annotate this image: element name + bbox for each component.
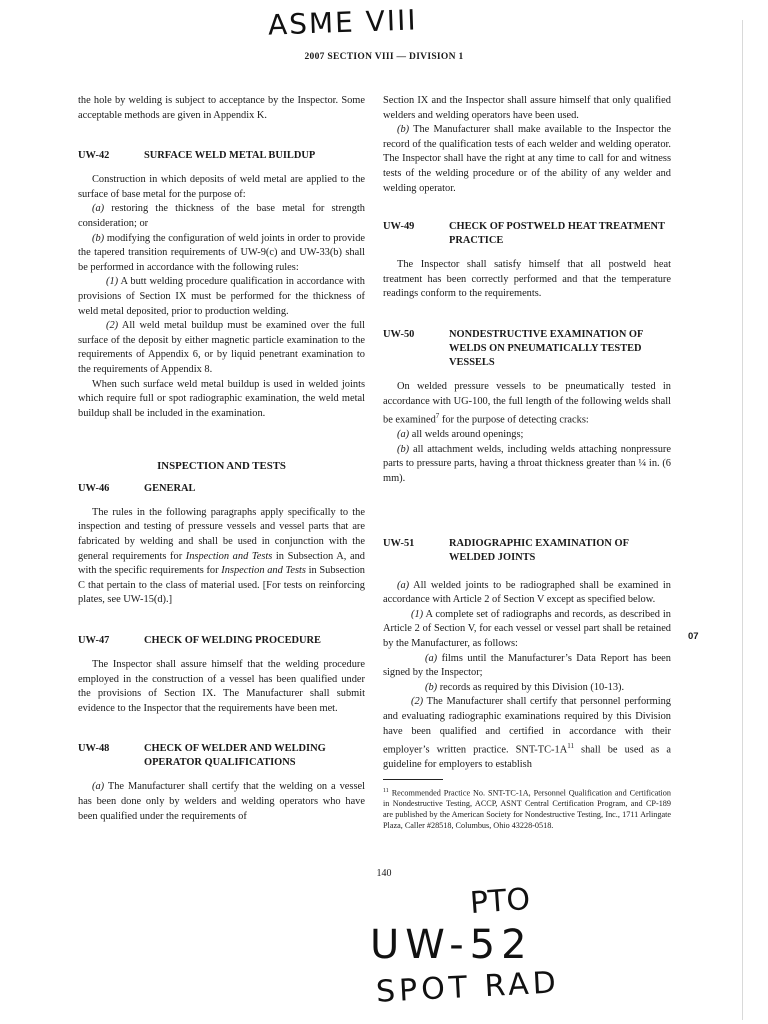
- text: in Subsection A, and with the specific requirements for: [78, 550, 365, 577]
- item-text: All welded joints to be radiographed shall be examined in accordance with Article 2 of Section V except as specified below.: [383, 579, 671, 606]
- section-number: UW-49: [383, 221, 415, 233]
- text: The rules in the following paragraphs apply specifically to the inspection and testing of pressure vessels and vessel parts that are fabricated by welding and shall be used in conjunction with the general requirements for: [78, 506, 365, 562]
- item-text: films until the Manufacturer’s Data Report has been signed by the Inspector;: [383, 652, 671, 679]
- handwritten-note-uw52: UW-52: [370, 922, 533, 968]
- section-number: UW-47: [78, 635, 110, 647]
- handwritten-title-text: ASME VIII: [267, 3, 419, 42]
- section-number: UW-50: [383, 328, 415, 340]
- item-label: (b): [397, 124, 410, 136]
- paragraph: When such surface weld metal buildup is used in welded joints which require full or spot radiographic examination, the weld metal buildup shall be included in the examination.: [78, 378, 365, 419]
- section-title: RADIOGRAPHIC EXAMINATION OF WELDED JOINTS: [449, 537, 629, 563]
- paragraph: [78, 275, 365, 319]
- paragraph: [383, 608, 671, 652]
- paragraph: [383, 443, 671, 487]
- item-text: all welds around openings;: [409, 429, 524, 441]
- paragraph: [78, 202, 365, 231]
- section-title: SURFACE WELD METAL BUILDUP: [144, 150, 316, 162]
- footnote-ref: 11: [567, 742, 574, 751]
- paragraph: [383, 681, 671, 696]
- italic-text: Inspection and Tests: [185, 550, 273, 562]
- item-label: (b): [425, 681, 438, 693]
- item-text: The Manufacturer shall certify that personnel performing and evaluating radiographic examinations required by this Division have been qualified and certified in accordance with their employer’s written practice. SNT-TC-1A: [383, 696, 671, 756]
- paragraph: The Inspector shall assure himself that the welding procedure employed in the construction of a vessel has been qualified under the provisions of Section IX. The Manufacturer shall submit evidence to the Inspector that the requirements have been met.: [78, 659, 365, 714]
- paragraph: [78, 506, 365, 608]
- text: On welded pressure vessels to be pneumatically tested in accordance with UG-100, the full length of the following welds shall be examined: [383, 380, 671, 426]
- part-heading: INSPECTION AND TESTS: [157, 460, 286, 473]
- margin-revision-note: 07: [688, 631, 699, 642]
- item-label: (2): [106, 320, 119, 332]
- item-label: (a): [92, 203, 105, 215]
- section-title: CHECK OF WELDING PROCEDURE: [144, 635, 321, 647]
- text: for the purpose of detecting cracks:: [439, 414, 589, 426]
- handwritten-note-pto: PTO: [468, 881, 532, 922]
- paragraph: [78, 232, 365, 276]
- paragraph: Section IX and the Inspector shall assure himself that only qualified welders and welding operators have been used.: [383, 95, 671, 121]
- intro-paragraph: the hole by welding is subject to acceptance by the Inspector. Some acceptable methods are given in Appendix K.: [78, 95, 365, 121]
- item-text: restoring the thickness of the base metal for strength consideration; or: [78, 203, 365, 229]
- section-title: CHECK OF WELDER AND WELDING OPERATOR QUALIFICATIONS: [144, 743, 326, 769]
- item-label: (a): [397, 579, 410, 591]
- paragraph: [383, 428, 671, 443]
- footnote-ref: 7: [435, 412, 440, 421]
- right-column: [383, 94, 671, 831]
- item-text: A butt welding procedure qualification in accordance with provisions of Section IX must be performed for the thickness of weld metal deposited, prior to production welding.: [78, 276, 365, 317]
- item-text: A complete set of radiographs and records, as described in Article 2 of Section V, for each vessel or vessel part shall be retained by the Manufacturer, as follows:: [383, 608, 671, 649]
- item-label: (1): [411, 608, 424, 620]
- section-number: UW-48: [78, 743, 110, 755]
- item-text: shall be used as a guideline for employers to establish: [383, 744, 672, 771]
- paragraph: Construction in which deposits of weld metal are applied to the surface of base metal for the purpose of:: [78, 174, 365, 200]
- section-heading-uw42: [78, 149, 365, 163]
- item-label: (1): [106, 276, 119, 288]
- section-title: CHECK OF POSTWELD HEAT TREATMENT PRACTICE: [449, 221, 665, 247]
- section-heading-uw49: [383, 220, 671, 248]
- paragraph: [383, 380, 671, 428]
- item-text: modifying the configuration of weld joints in order to provide the tapered transition requirements of UW-9(c) and UW-33(b) shall be performed in accordance with the following rules:: [78, 232, 365, 273]
- section-heading-uw47: [78, 634, 365, 648]
- paragraph: [78, 319, 365, 377]
- item-text: The Manufacturer shall certify that the welding on a vessel has been done only by welders and welding operators who have been qualified under the requirements of: [78, 781, 365, 822]
- item-label: (2): [411, 696, 424, 708]
- paragraph: [78, 780, 365, 824]
- paragraph: [383, 123, 671, 196]
- item-label: (b): [92, 232, 105, 244]
- footnote: [383, 786, 671, 832]
- item-label: (a): [92, 781, 105, 793]
- running-head: 2007 SECTION VIII — DIVISION 1: [304, 52, 464, 62]
- item-text: The Manufacturer shall make available to the Inspector the record of the qualification tests of each welder and welding operator. The Inspector shall have the right at any time to call for and witness tests of the welding procedure or of the ability of any welder and welding operator.: [383, 124, 671, 194]
- page-number: 140: [376, 868, 392, 879]
- item-text: records as required by this Division (10-13).: [437, 681, 625, 693]
- section-heading-uw51: [383, 537, 671, 565]
- section-number: UW-46: [78, 482, 110, 494]
- section-heading-uw48: [78, 742, 365, 770]
- left-column: [78, 94, 365, 824]
- section-number: UW-51: [383, 537, 415, 549]
- paragraph: [383, 695, 671, 772]
- paragraph: [383, 579, 671, 608]
- text: in Subsection C that pertain to the class of material used. [For tests on reinforcing plates, see UW-15(d).]: [78, 565, 365, 606]
- item-label: (b): [397, 443, 410, 455]
- section-title: GENERAL: [144, 482, 196, 494]
- section-heading-uw46: [78, 482, 365, 496]
- section-number: UW-42: [78, 150, 110, 162]
- section-heading-uw50: [383, 328, 671, 370]
- handwritten-note-spot-rad: SPOT RAD: [375, 965, 561, 1010]
- item-text: all attachment welds, including welds attaching nonpressure parts to pressure parts, having a throat thickness greater than ¼ in. (6 mm).: [383, 443, 671, 484]
- section-title: NONDESTRUCTIVE EXAMINATION OF WELDS ON PNEUMATICALLY TESTED VESSELS: [449, 328, 643, 368]
- item-label: (a): [425, 652, 438, 664]
- footnote-divider: [383, 779, 443, 780]
- footnote-number: 11: [383, 787, 389, 794]
- paragraph: The Inspector shall satisfy himself that all postweld heat treatment has been correctly performed and that the temperature readings conform to the requirements.: [383, 259, 671, 300]
- footnote-text: Recommended Practice No. SNT-TC-1A, Personnel Qualification and Certification in Nondestructive Testing, ACCP, ASNT Central Certification Program, and CP-189 are published by the American Society for Nondestructive Testing, Inc., 1711 Arlingate Plaza, Caller #28518, Columbus, Ohio 43228-0518.: [383, 788, 671, 831]
- italic-text: Inspection and Tests: [221, 565, 306, 577]
- paragraph: [383, 652, 671, 681]
- handwritten-title: [267, 3, 418, 41]
- item-label: (a): [397, 429, 410, 441]
- item-text: All weld metal buildup must be examined over the full surface of the deposit by either magnetic particle examination to the requirements of Appendix 6, or by liquid penetrant examination to the requirements of Appendix 8.: [78, 320, 365, 375]
